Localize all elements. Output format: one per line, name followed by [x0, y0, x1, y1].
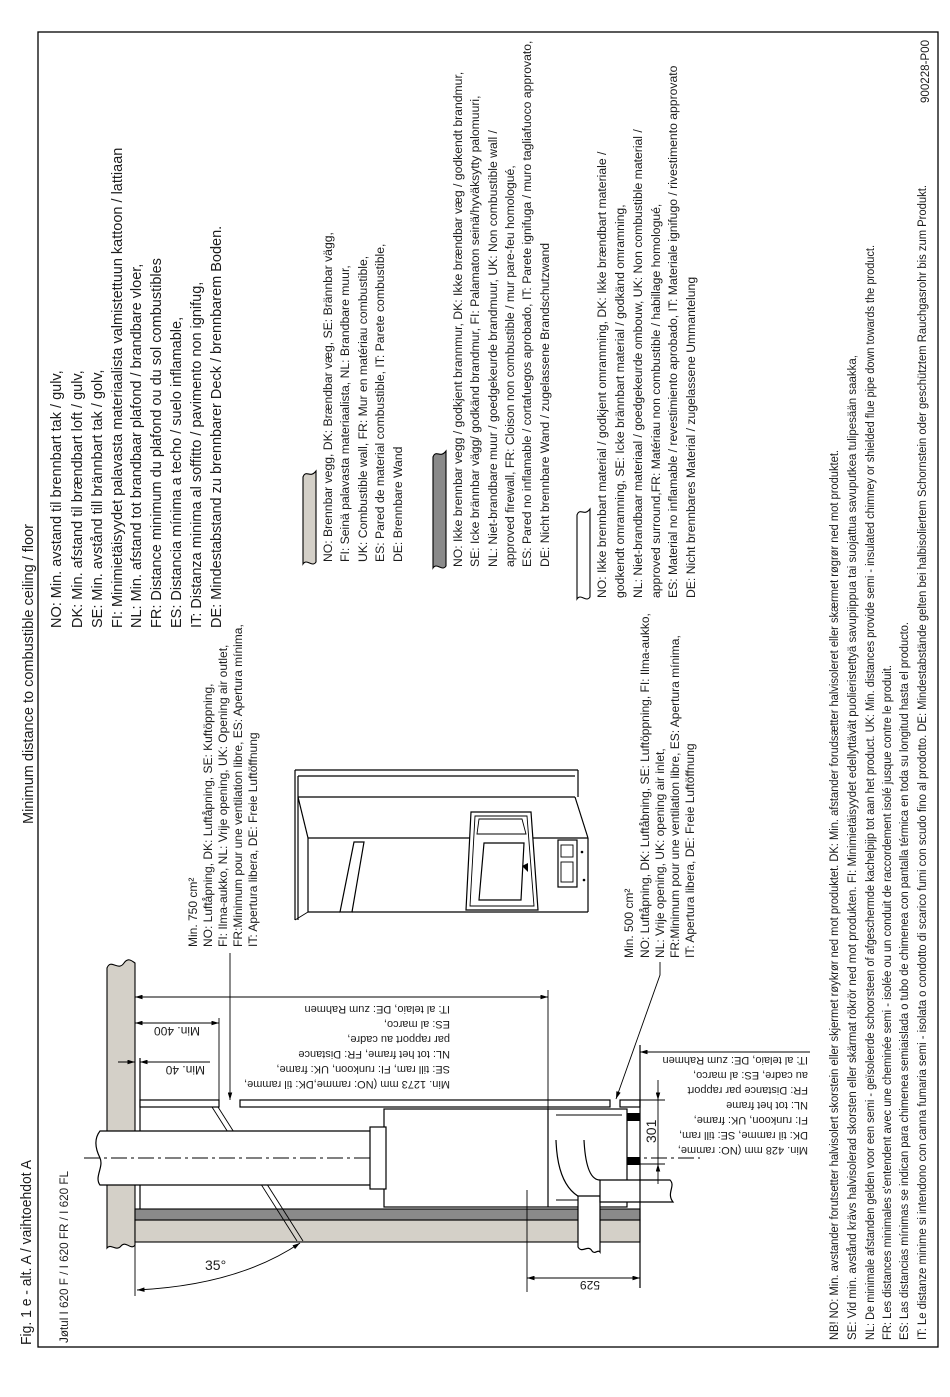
- frame-bottom-line: au cadre, ES: al marco,: [693, 1069, 808, 1081]
- note-line: ES: Las distancias mínimas se indican para chimenea semiaislada o tubo de chimenea con pantalla térmica en toda su longitud hasta el producto.: [899, 595, 911, 1340]
- note-line: FR: Les distances minimales s'entendent avec une cheminée semi - isolée ou un conduit de raccordement isolé jusque contre le produit.: [882, 645, 894, 1340]
- air-outlet-line: FR:Minimum pour une ventilation libre, ES: Apertura mínima,: [231, 624, 245, 947]
- adjustment-foot: [627, 1157, 640, 1165]
- air-inlet-line: IT: Apertura libera, DE: Freie Luftöffnung: [683, 743, 697, 958]
- frame-bottom-line: FI: runkoon, UK: frame,: [693, 1114, 808, 1126]
- combustible-wall-swatch: [303, 471, 316, 564]
- frame-bottom-line: FR: Distance par rapport: [687, 1084, 808, 1096]
- dimension-label-40: Min. 40: [165, 1063, 205, 1077]
- frame-bottom-line: DK: til ramme, SE: till ram,: [679, 1129, 808, 1141]
- legend-line: DE: Nicht brennbares Material / zugelassene Ummantelung: [684, 276, 698, 598]
- angle-label: 35°: [205, 1257, 227, 1273]
- legend-line: ES: Material no inflamable / revestimiento aprobado, IT: Materiale ignifugo / rivestimento approvato: [666, 65, 680, 598]
- note-line: SE: Vid min. avstånd krävs halvisolerad skorsten eller skärmat rökrör ned mot produkten. FI: Minimietäisyydet edellyttävät puolieristettyä savupiippua tai suojattua savuputkea tulipesään saakka,: [847, 356, 859, 1340]
- note-line: IT: Le distanze minime si intendono con canna fumaria semi - isolata o condotto di scarico fumi con scudo fino al prodotto. DE: Mindestabstände gelten bei halbisoliertem Schornstein oder geschütztem Rauchgasrohr bis zum Produkt.: [917, 156, 929, 1340]
- air-outlet-line: NO: Luftåpning, DK: Luftåpning, SE: Kuftöppning,: [201, 683, 215, 947]
- surround-front-plate: [620, 1100, 640, 1107]
- min-distance-line: ES: Distancia mínima a techo / suelo inflamable,: [169, 316, 185, 628]
- air-duct-floor: [600, 1180, 673, 1202]
- frame-bottom-line: NL: tot het frame: [726, 1099, 808, 1111]
- legend-line: SE: Icke brännbar vägg/ godkänd brandmur, FI: Palamaton seinä/hyväksytty palomuuri,: [468, 95, 482, 567]
- screw-dot: [583, 879, 586, 882]
- legend-line: NL: Niet-brandbare muur / goedgekeurde brandmuur, UK: Non combustible wall /: [486, 130, 500, 567]
- combustible-wall: [135, 1220, 640, 1242]
- surround-front-plate: [240, 1100, 610, 1107]
- legend-line: godkendt omramning, SE: Icke brännbart material / godkänd omramning,: [613, 204, 627, 598]
- legend-line: NO: Ikke brennbar vegg / godkjent brannmur, DK: Ikke brændbar væg / godkendt brandmur,: [451, 71, 465, 567]
- air-inlet-line: NO: Luftåpning, DK: Luftåbning, SE: Luftöppning, FI: Ilma-aukko,: [638, 613, 652, 958]
- legend-line: NL: Niet-brandbaar materiaal / goedgekeurde ombouw, UK: Non combustible material /: [631, 129, 645, 598]
- insert-body: [384, 1109, 627, 1207]
- page-title: Minimum distance to combustible ceiling / floor: [20, 513, 37, 824]
- legend-line: ES: Pared no inflamable / cortafuegos aprobado, IT: Parete ignifuga / muro tagliafuoco approvato,: [520, 40, 534, 567]
- min-distance-line: DK: Min. afstand til brændbart loft / gulv,: [70, 370, 86, 628]
- dimension-label-400: Min. 400: [153, 1024, 200, 1038]
- legend-line: UK: Combustible wall, FR: Mur en matériau combustible,: [356, 255, 370, 562]
- legend-line: approved surround,FR: Matériau non combustible / habillage homologué,: [649, 203, 663, 598]
- firewall-swatch: [433, 451, 446, 568]
- combustible-ceiling: [107, 960, 135, 1248]
- surround-front-plate: [140, 1100, 219, 1107]
- door-frame: [466, 812, 538, 910]
- air-duct-wall: [578, 1196, 600, 1252]
- firewall-layer: [135, 1209, 640, 1220]
- frame-top-line: Min. 1273 mm (NO: ramme,DK: til ramme,: [244, 1078, 450, 1090]
- dimension-label-301: 301: [643, 1119, 659, 1143]
- flue-collar: [370, 1127, 386, 1189]
- legend-line: NO: Brennbar vegg, DK: Brændbar væg, SE: Brännbar vägg,: [321, 232, 335, 562]
- air-inlet-line: FR:Minimum pour une ventilation libre, ES: Apertura mínima,: [668, 635, 682, 958]
- legend-line: FI: Seinä palavasta materiaalista, NL: Brandbare muur,: [338, 265, 352, 562]
- legend-line: approved firewall, FR: Cloison non combustible / mur pare-feu homologué,: [503, 165, 517, 567]
- screw-dot: [581, 851, 584, 854]
- min-distance-line: IT: Distanza minima al soffitto / pavimento non ignifug,: [189, 281, 205, 628]
- document-code: 900228-P00: [918, 37, 932, 103]
- frame-top-line: IT: al telaio, DE: zum Rahmen: [304, 1003, 450, 1015]
- model-label: Jøtul I 620 F / I 620 FR / I 620 FL: [57, 1166, 71, 1343]
- frame-bottom-line: IT: al telaio, DE: zum Rahmen: [662, 1054, 808, 1066]
- min-distance-line: NL: Min. afstand tot brandbaar plafond / brandbare vloer,: [129, 263, 145, 628]
- frame-bottom-line: Min. 428 mm (NO: ramme,: [677, 1144, 808, 1156]
- legend-line: ES: Pared de material combustible, IT: Parete combustible,: [373, 243, 387, 562]
- air-inlet-line: NL: Vrije opening, UK: opening air inlet,: [653, 748, 667, 958]
- frame-top-line: par rapport au cadre,: [347, 1033, 450, 1045]
- air-outlet-line: FI: Ilma-aukko, NL: Vrije opening, UK: Opening air outlet,: [216, 644, 230, 947]
- air-outlet-line: Min. 750 cm²: [186, 877, 200, 947]
- min-distance-line: DE: Mindestabstand zu brennbarer Deck / brennbarem Boden.: [209, 225, 225, 628]
- min-distance-line: SE: Min. avstånd till brännbart tak / golv,: [90, 369, 106, 628]
- frame-top-line: ES: al marco,: [383, 1018, 450, 1030]
- min-distance-line: FI: Minimietäisyydet palavasta materiaalista valmistettuun kattoon / lattiaan: [110, 147, 126, 628]
- min-distance-line: FR: Distance minimum du plafond ou du sol combustibles: [149, 258, 165, 628]
- min-distance-line: NO: Min. avstand til brennbart tak / gulv,: [49, 370, 65, 628]
- legend-line: DE: Nicht brennbare Wand / zugelassene Brandschutzwand: [538, 242, 552, 567]
- air-outlet-line: IT: Apertura libera, DE: Freie Luftöffnung: [246, 732, 260, 947]
- figure-label: Fig. 1 e - alt. A / vaihtoehdot A: [18, 1145, 35, 1345]
- note-line: NB! NO: Min. avstander forutsetter halvisolert skorstein eller skjermet røykrør ned mot produktet. DK: Min. afstander forudsætter halvisoleret eller skærmet røgrør ned mot produktet.: [829, 419, 841, 1340]
- dimension-label-529: 529: [579, 1278, 600, 1292]
- non-combustible-swatch: [577, 509, 590, 599]
- adjustment-foot: [627, 1113, 640, 1121]
- legend-line: NO: Ikke brennbart material / godkjent omramming, DK: Ikke brændbart materiale /: [595, 151, 609, 598]
- frame-top-line: SE: till ram, FI: runkoon, UK: frame,: [276, 1063, 450, 1075]
- air-inlet-line: Min. 500 cm²: [622, 888, 636, 958]
- note-line: NL: De minimale afstanden gelden voor een semi - geïsoleerde schoorsteen of afgeschermde kachelpijp tot aan het product. UK: Min. distances provide semi - insulated chimney or shielded flue pipe down towards the product.: [865, 192, 877, 1340]
- legend-line: DE: Brennbare Wand: [391, 446, 405, 562]
- frame-top-line: NL: tot het frame, FR: Distance: [298, 1048, 450, 1060]
